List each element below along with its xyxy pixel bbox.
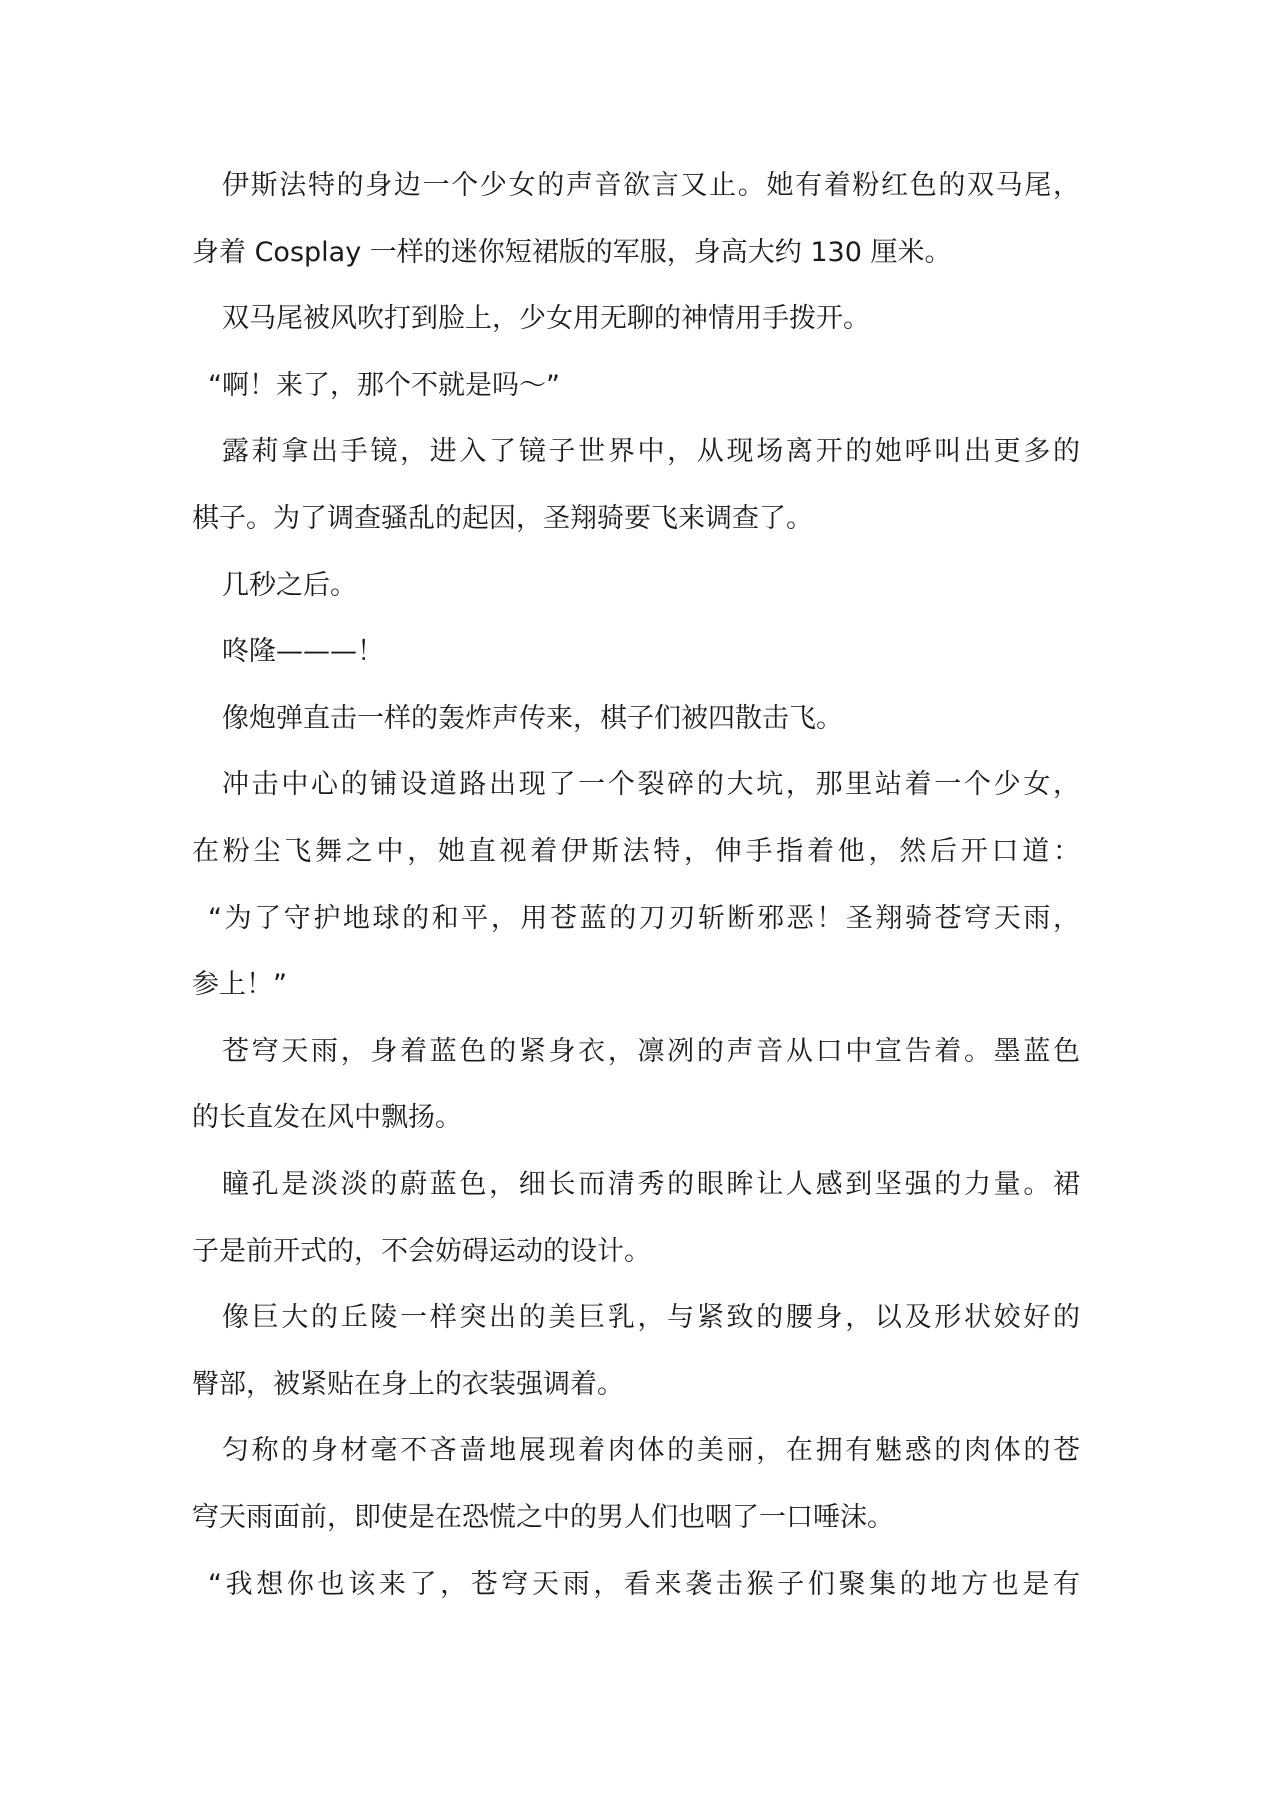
text-line: 像炮弹直击一样的轰炸声传来，棋子们被四散击飞。 [222, 702, 843, 734]
text-line: 子是前开式的，不会妨碍运动的设计。 [192, 1235, 651, 1267]
text-line: 苍穹天雨，身着蓝色的紧身衣，凛冽的声音从口中宣告着。墨蓝色 [222, 1035, 1080, 1067]
text-line: 的长直发在风中飘扬。 [192, 1102, 462, 1134]
text-line: 几秒之后。 [222, 569, 357, 601]
text-line: “我想你也该来了，苍穹天雨，看来袭击猴子们聚集的地方也是有 [208, 1568, 1080, 1600]
text-line: 参上！” [192, 969, 287, 1001]
text-line: 棋子。为了调查骚乱的起因，圣翔骑要飞来调查了。 [192, 503, 813, 534]
text-line: 像巨大的丘陵一样突出的美巨乳，与紧致的腰身，以及形状姣好的 [222, 1302, 1080, 1334]
text-line: “啊！来了，那个不就是吗～” [208, 369, 560, 401]
text-line: 瞳孔是淡淡的蔚蓝色，细长而清秀的眼眸让人感到坚强的力量。裙 [222, 1169, 1080, 1200]
text-line: 露莉拿出手镜，进入了镜子世界中，从现场离开的她呼叫出更多的 [222, 436, 1080, 468]
text-line: “为了守护地球的和平，用苍蓝的刀刃斩断邪恶！圣翔骑苍穹天雨， [208, 902, 1080, 934]
text-line: 咚隆———！ [222, 636, 384, 668]
text-line: 双马尾被风吹打到脸上，少女用无聊的神情用手拨开。 [222, 303, 870, 335]
text-line: 穹天雨面前，即使是在恐慌之中的男人们也咽了一口唾沫。 [192, 1502, 894, 1533]
text-line: 在粉尘飞舞之中，她直视着伊斯法特，伸手指着他，然后开口道： [192, 836, 1080, 867]
text-line: 身着 Cosplay 一样的迷你短裙版的军服，身高大约 130 厘米。 [192, 236, 952, 268]
text-line: 匀称的身材毫不吝啬地展现着肉体的美丽，在拥有魅惑的肉体的苍 [222, 1435, 1080, 1467]
text-line: 冲击中心的铺设道路出现了一个裂碎的大坑，那里站着一个少女， [222, 769, 1080, 801]
text-line: 伊斯法特的身边一个少女的声音欲言又止。她有着粉红色的双马尾， [222, 170, 1080, 201]
text-line: 臀部，被紧贴在身上的衣装强调着。 [192, 1368, 624, 1400]
